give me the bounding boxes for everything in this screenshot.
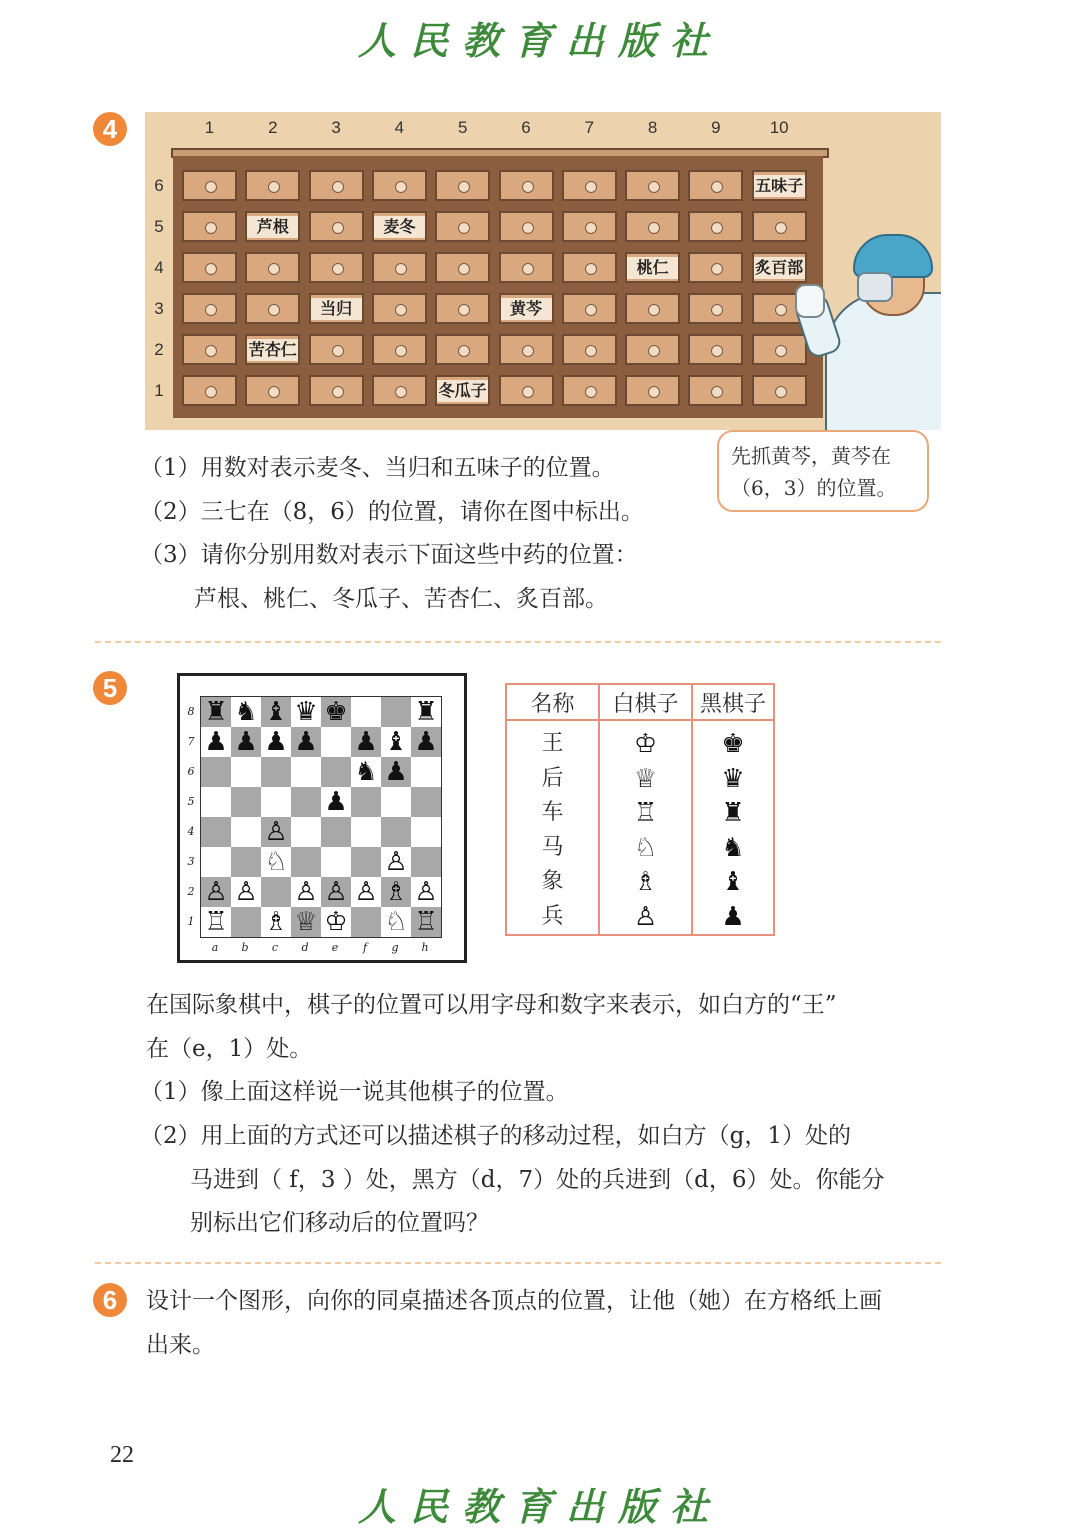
drawer-label: 冬瓜子	[438, 381, 487, 400]
column-label: 9	[711, 118, 721, 137]
section-divider	[95, 641, 941, 643]
column-label: 3	[331, 118, 341, 137]
file-label: e	[331, 941, 339, 954]
board-squares	[200, 696, 442, 938]
drawer	[499, 252, 554, 283]
board-square	[321, 817, 351, 847]
chess-piece: ♟	[234, 727, 258, 757]
speech-line-1: 先抓黄芩，黄芩在	[731, 444, 891, 468]
drawer-label: 当归	[311, 298, 362, 320]
column-label: 4	[394, 118, 405, 137]
drawer	[752, 252, 807, 283]
chess-piece: ♗	[384, 877, 408, 907]
chess-piece: ♟	[324, 787, 348, 817]
board-square	[351, 847, 381, 877]
white-pieces	[600, 721, 691, 934]
chess-piece: ♕	[294, 907, 318, 937]
chess-board	[177, 673, 467, 963]
drawer	[309, 375, 364, 406]
drawer-knob	[205, 345, 217, 357]
drawer	[499, 375, 554, 406]
drawer	[688, 334, 743, 365]
chess-piece: ♙	[414, 877, 438, 907]
column-label: 2	[268, 118, 278, 137]
drawer-knob	[205, 263, 217, 275]
drawer-label: 麦冬	[374, 216, 425, 238]
column-label: 7	[584, 118, 595, 137]
chess-piece: ♙	[204, 877, 228, 907]
problem-4-question-1: （1）用数对表示麦冬、当归和五味子的位置。	[140, 455, 615, 481]
drawer-knob	[205, 222, 217, 234]
chess-piece: ♘	[384, 907, 408, 937]
piece-name: 兵	[541, 903, 564, 929]
drawer-knob	[205, 181, 217, 193]
drawer-knob	[585, 386, 597, 398]
doctor-glove	[795, 284, 825, 318]
drawer	[435, 293, 490, 324]
drawer-knob	[648, 181, 660, 193]
chess-piece: ♘	[264, 847, 288, 877]
drawer-knob	[395, 304, 407, 316]
drawer-knob	[268, 263, 280, 275]
row-label: 2	[154, 340, 164, 359]
rank-label: 4	[187, 825, 195, 838]
drawer-knob	[585, 222, 597, 234]
drawer	[245, 170, 300, 201]
drawer	[372, 170, 427, 201]
drawer	[688, 293, 743, 324]
chess-piece: ♛	[294, 697, 318, 727]
white-piece-icon: ♘	[633, 832, 658, 863]
problem-4-badge: 4	[93, 112, 127, 146]
drawer	[625, 293, 680, 324]
row-label: 4	[154, 258, 164, 277]
drawer	[752, 375, 807, 406]
chess-piece: ♞	[234, 697, 258, 727]
drawer-label: 五味子	[755, 176, 804, 195]
drawer	[688, 375, 743, 406]
drawer-knob	[458, 222, 470, 234]
rank-label: 5	[187, 795, 195, 808]
file-label: h	[421, 941, 429, 954]
drawer-knob	[332, 181, 344, 193]
drawer-knob	[585, 181, 597, 193]
board-square	[321, 847, 351, 877]
drawer-knob	[522, 386, 534, 398]
drawer	[435, 375, 490, 406]
publisher-footer: 人民教育出版社	[357, 1484, 722, 1529]
board-square	[411, 817, 441, 847]
rank-label: 7	[187, 735, 195, 748]
rank-label: 6	[187, 765, 195, 778]
drawer-knob	[332, 386, 344, 398]
drawer	[688, 252, 743, 283]
board-square	[321, 727, 351, 757]
board-square	[321, 757, 351, 787]
black-pieces	[693, 721, 773, 934]
file-label: b	[241, 941, 249, 954]
publisher-header: 人民教育出版社	[357, 18, 722, 63]
piece-name: 马	[541, 834, 564, 860]
white-piece-icon: ♖	[633, 798, 658, 828]
board-square	[411, 847, 441, 877]
drawer-knob	[711, 304, 723, 316]
drawer	[309, 170, 364, 201]
drawer-knob	[268, 181, 280, 193]
drawer	[625, 170, 680, 201]
board-square	[231, 847, 261, 877]
problem-6-line-2: 出来。	[146, 1332, 215, 1358]
board-square	[351, 787, 381, 817]
drawer-knob	[205, 304, 217, 316]
drawer-knob	[711, 222, 723, 234]
board-square	[201, 817, 231, 847]
doctor-mask	[857, 272, 893, 302]
column-label: 1	[204, 118, 215, 137]
section-divider-2	[95, 1262, 941, 1264]
black-piece-icon: ♛	[721, 763, 745, 794]
drawer-knob	[332, 263, 344, 275]
board-square	[231, 817, 261, 847]
rank-label: 1	[187, 915, 195, 928]
drawer-knob	[585, 345, 597, 357]
drawer	[435, 252, 490, 283]
board-square	[291, 787, 321, 817]
drawer	[688, 211, 743, 242]
problem-6-line-1: 设计一个图形，向你的同桌描述各顶点的位置，让他（她）在方格纸上画	[146, 1288, 882, 1314]
board-square	[381, 697, 411, 727]
column-label: 8	[647, 118, 658, 137]
drawer	[245, 293, 300, 324]
chess-piece: ♔	[324, 907, 348, 937]
chess-piece: ♟	[384, 757, 408, 787]
board-square	[201, 847, 231, 877]
file-label: a	[211, 941, 219, 954]
drawer	[372, 252, 427, 283]
drawer-knob	[332, 345, 344, 357]
drawer-knob	[711, 263, 723, 275]
black-piece-icon: ♟	[721, 901, 745, 932]
chess-piece: ♜	[414, 697, 438, 727]
drawer	[372, 211, 427, 242]
drawer	[245, 211, 300, 242]
drawer	[245, 334, 300, 365]
drawer	[625, 334, 680, 365]
chess-piece: ♞	[354, 757, 378, 787]
chess-piece: ♗	[264, 907, 288, 937]
drawer	[625, 252, 680, 283]
drawer-knob	[648, 304, 660, 316]
chess-piece: ♜	[204, 697, 228, 727]
drawer	[245, 252, 300, 283]
drawer	[372, 375, 427, 406]
board-square	[201, 757, 231, 787]
drawer-knob	[775, 345, 787, 357]
drawer-knob	[648, 222, 660, 234]
drawer-knob	[775, 222, 787, 234]
drawer	[625, 211, 680, 242]
chess-piece: ♙	[294, 877, 318, 907]
page-number: 22	[110, 1442, 134, 1468]
piece-name: 象	[541, 869, 564, 894]
drawer	[499, 334, 554, 365]
problem-5-intro-line-1: 在国际象棋中，棋子的位置可以用字母和数字来表示，如白方的“王”	[146, 992, 837, 1018]
row-label: 3	[154, 299, 164, 318]
drawer	[688, 170, 743, 201]
board-square	[261, 877, 291, 907]
drawer-label: 芦根	[247, 216, 298, 238]
chess-piece: ♝	[264, 697, 288, 727]
drawer	[309, 252, 364, 283]
table-header-white: 白棋子	[599, 684, 692, 720]
chess-piece: ♙	[354, 877, 378, 907]
chess-piece: ♟	[414, 727, 438, 757]
drawer-knob	[205, 386, 217, 398]
white-piece-icon: ♕	[633, 763, 658, 794]
drawer-knob	[711, 345, 723, 357]
drawer-knob	[522, 181, 534, 193]
chess-piece: ♟	[204, 727, 228, 757]
drawer-knob	[522, 345, 534, 357]
problem-4-question-2: （2）三七在（8，6）的位置，请你在图中标出。	[140, 499, 644, 525]
chess-piece: ♟	[264, 727, 288, 757]
drawer	[752, 211, 807, 242]
drawer	[245, 375, 300, 406]
drawer-knob	[458, 263, 470, 275]
drawer	[499, 293, 554, 324]
drawer-knob	[458, 181, 470, 193]
board-square	[261, 757, 291, 787]
drawer	[562, 334, 617, 365]
drawer-knob	[395, 386, 407, 398]
drawer-knob	[522, 263, 534, 275]
drawer-knob	[268, 304, 280, 316]
board-square	[291, 847, 321, 877]
board-square	[351, 817, 381, 847]
problem-4-question-3: （3）请你分别用数对表示下面这些中药的位置：	[140, 542, 638, 568]
speech-line-2: （6，3）的位置。	[731, 476, 897, 500]
drawer	[562, 211, 617, 242]
chess-piece: ♖	[414, 907, 438, 937]
white-piece-icon: ♙	[633, 901, 658, 932]
drawer	[182, 170, 237, 201]
drawer-knob	[648, 386, 660, 398]
board-square	[231, 757, 261, 787]
chess-piece-table	[505, 683, 775, 936]
table-header-name: 名称	[506, 684, 599, 720]
drawer-knob	[648, 345, 660, 357]
file-label: g	[391, 941, 399, 954]
problem-5-badge: 5	[93, 671, 127, 705]
drawer-label: 炙百部	[755, 258, 804, 277]
drawer-knob	[711, 386, 723, 398]
chess-piece: ♙	[234, 877, 258, 907]
drawer	[435, 334, 490, 365]
drawer	[182, 211, 237, 242]
board-square	[411, 787, 441, 817]
drawer	[752, 170, 807, 201]
drawer-knob	[332, 222, 344, 234]
chess-piece: ♙	[384, 847, 408, 877]
white-piece-icon: ♔	[633, 729, 658, 759]
column-label: 6	[521, 118, 531, 137]
white-piece-icon: ♗	[633, 867, 658, 897]
drawer	[372, 293, 427, 324]
black-piece-icon: ♞	[721, 832, 745, 863]
file-label: d	[301, 941, 309, 954]
drawer	[752, 334, 807, 365]
drawer-knob	[395, 263, 407, 275]
rank-label: 3	[187, 855, 195, 868]
black-piece-icon: ♝	[721, 867, 745, 897]
chess-piece: ♝	[384, 727, 408, 757]
board-square	[351, 907, 381, 937]
drawer	[499, 170, 554, 201]
drawer-knob	[775, 386, 787, 398]
drawer	[182, 252, 237, 283]
piece-name: 后	[541, 765, 564, 791]
drawer	[309, 211, 364, 242]
drawer	[309, 334, 364, 365]
drawer-label: 桃仁	[627, 257, 678, 279]
drawer	[182, 334, 237, 365]
drawer-knob	[458, 304, 470, 316]
problem-5-question-1: （1）像上面这样说一说其他棋子的位置。	[140, 1079, 569, 1105]
drawer-knob	[585, 263, 597, 275]
row-label: 5	[154, 217, 164, 236]
column-label: 5	[457, 118, 468, 137]
file-label: c	[271, 941, 279, 954]
chess-piece: ♚	[324, 697, 348, 727]
problem-5-question-2: （2）用上面的方式还可以描述棋子的移动过程，如白方（g，1）处的	[140, 1123, 851, 1149]
piece-name: 车	[541, 800, 564, 825]
problem-5-intro-line-2: 在（e，1）处。	[146, 1036, 313, 1062]
drawer	[562, 293, 617, 324]
board-square	[291, 757, 321, 787]
rank-label: 2	[187, 885, 195, 898]
drawer-label: 苦杏仁	[248, 340, 297, 359]
drawer-knob	[585, 304, 597, 316]
speech-bubble	[717, 430, 929, 512]
chess-piece: ♙	[324, 877, 348, 907]
board-square	[231, 787, 261, 817]
drawer-knob	[458, 345, 470, 357]
medicine-cabinet-illustration	[145, 112, 941, 430]
file-label: f	[362, 941, 368, 954]
drawer-knob	[775, 304, 787, 316]
chess-piece: ♖	[204, 907, 228, 937]
board-square	[381, 787, 411, 817]
board-square	[381, 817, 411, 847]
board-square	[411, 757, 441, 787]
drawer-label: 黄芩	[501, 298, 552, 320]
chess-piece: ♟	[354, 727, 378, 757]
board-square	[351, 697, 381, 727]
drawer	[182, 293, 237, 324]
table-header-black: 黑棋子	[692, 684, 774, 720]
drawer	[562, 375, 617, 406]
problem-5-question-2-line-3: 别标出它们移动后的位置吗？	[190, 1210, 489, 1236]
drawer	[435, 211, 490, 242]
rank-label: 8	[187, 705, 195, 718]
black-piece-icon: ♚	[721, 729, 745, 759]
drawer	[562, 170, 617, 201]
black-piece-icon: ♜	[721, 798, 745, 828]
board-square	[261, 787, 291, 817]
problem-5-question-2-line-2: 马进到（ f，3 ）处，黑方（d，7）处的兵进到（d，6）处。你能分	[190, 1167, 885, 1193]
piece-names	[507, 721, 598, 934]
board-square	[291, 817, 321, 847]
drawer-knob	[268, 386, 280, 398]
drawer	[309, 293, 364, 324]
row-label: 1	[154, 381, 164, 400]
problem-6-badge: 6	[93, 1283, 127, 1317]
problem-4-question-3-list: 芦根、桃仁、冬瓜子、苦杏仁、炙百部。	[194, 586, 608, 612]
drawer	[562, 252, 617, 283]
drawer-knob	[711, 181, 723, 193]
chess-piece: ♟	[294, 727, 318, 757]
drawer	[499, 211, 554, 242]
drawer	[372, 334, 427, 365]
column-label: 10	[769, 118, 789, 137]
piece-name: 王	[541, 731, 564, 756]
drawer-knob	[395, 181, 407, 193]
board-square	[201, 787, 231, 817]
row-label: 6	[154, 176, 164, 195]
chess-piece: ♙	[264, 817, 288, 847]
drawer-knob	[522, 222, 534, 234]
drawer	[435, 170, 490, 201]
board-square	[231, 907, 261, 937]
drawer-knob	[395, 345, 407, 357]
drawer	[182, 375, 237, 406]
drawer	[625, 375, 680, 406]
